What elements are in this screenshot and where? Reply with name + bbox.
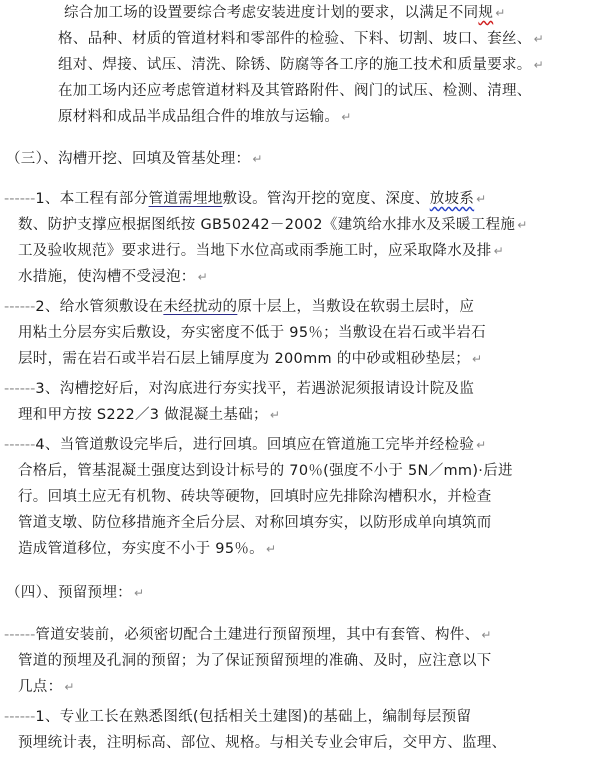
paragraph-1-line-4: [0, 78, 590, 104]
text-run: 组对、焊接、试压、清洗、除锈、防腐等各工序的施工技术和质量要求。: [58, 57, 532, 73]
indent-marker: ------: [4, 437, 36, 453]
indent-marker: ------: [4, 299, 36, 315]
paragraph-1-line-1: [0, 0, 590, 26]
text-run: 4、当管道敷设完毕后，进行回填。回填应在管道施工完毕并经检验: [35, 437, 475, 453]
paragraph-2-line-3: [0, 238, 590, 264]
paragraph-mark-icon: ↵: [133, 586, 145, 600]
paragraph-4-line-1: [0, 376, 590, 402]
section-heading-4: [0, 580, 590, 606]
indent-marker: ------: [4, 627, 36, 643]
text-run: 行。回填土应无有机物、砖块等硬物，回填时应先排除沟槽积水，并检查: [18, 489, 492, 505]
paragraph-mark-icon: ↵: [64, 680, 75, 694]
paragraph-mark-icon: ↵: [472, 352, 483, 366]
paragraph-1-line-5: [0, 104, 590, 130]
paragraph-mark-icon: ↵: [197, 270, 208, 284]
text-run: 造成管道移位，夯实度不小于 95％。: [18, 541, 264, 557]
text-run-flagged: 放坡系: [429, 191, 475, 207]
text-run: 理和甲方按 S222／3 做混凝土基础；: [18, 407, 268, 423]
text-run: 格、品种、材质的管道材料和零部件的检验、下料、切割、坡口、套丝、: [58, 31, 532, 47]
text-run: 工及验收规范》要求进行。当地下水位高或雨季施工时，应采取降水及排: [18, 243, 492, 259]
paragraph-5-line-4: [0, 510, 590, 536]
text-run: 原十层上，当敷设在软弱土层时，应: [237, 299, 475, 315]
text-run: 管道安装前，必须密切配合土建进行预留预埋，其中有套管、构件、: [35, 627, 480, 643]
text-run: 数、防护支撑应根据图纸按 GB50242－2002《建筑给水排水及采暖工程施: [18, 217, 516, 233]
paragraph-2-line-2: [0, 212, 590, 238]
paragraph-mark-icon: ↵: [517, 218, 528, 232]
text-run: 综合加工场的设置要综合考虑安装进度计划的要求，以满足不同: [64, 5, 479, 21]
section-heading-3: [0, 146, 590, 172]
paragraph-mark-icon: ↵: [476, 192, 487, 206]
text-run: 层时，需在岩石或半岩石层上铺厚度为 200mm 的中砂或粗砂垫层；: [18, 351, 471, 367]
paragraph-5-line-1: [0, 432, 590, 458]
paragraph-7-line-2: [0, 730, 590, 756]
paragraph-1-line-2: [0, 26, 590, 52]
paragraph-5-line-5: [0, 536, 590, 562]
indent-marker: ------: [4, 381, 36, 397]
paragraph-6-line-2: [0, 648, 590, 674]
text-run: 预埋统计表，注明标高、部位、规格。与相关专业会审后，交甲方、监理、: [18, 735, 507, 751]
paragraph-mark-icon: ↵: [341, 110, 352, 124]
text-run: 3、沟槽挖好后，对沟底进行夯实找平，若遇淤泥须报请设计院及监: [35, 381, 475, 397]
paragraph-3-line-2: [0, 320, 590, 346]
paragraph-mark-icon: ↵: [481, 628, 492, 642]
heading-text: （三）、沟槽开挖、回填及管基处理：: [6, 151, 251, 167]
paragraph-5-line-2: [0, 458, 590, 484]
text-run: 管道的预埋及孔洞的预留；为了保证预留预埋的准确、及时，应注意以下: [18, 653, 492, 669]
paragraph-5-line-3: [0, 484, 590, 510]
text-run-flagged: 规: [478, 5, 494, 21]
text-run: 1、本工程有部分: [35, 191, 149, 207]
paragraph-mark-icon: ↵: [476, 438, 487, 452]
paragraph-6-line-1: [0, 622, 590, 648]
paragraph-2-line-1: [0, 186, 590, 212]
text-run: 原材料和成品半成品组合件的堆放与运输。: [58, 109, 340, 125]
paragraph-1-line-3: [0, 52, 590, 78]
text-run: 管道支墩、防位移措施齐全后分层、对称回填夯实，以防形成单向填筑而: [18, 515, 492, 531]
text-run: 几点：: [18, 679, 63, 695]
paragraph-mark-icon: ↵: [495, 6, 506, 20]
paragraph-mark-icon: ↵: [269, 408, 281, 422]
text-run: 用粘土分层夯实后敷设，夯实密度不低于 95％；当敷设在岩石或半岩石: [18, 325, 486, 341]
text-run-underlined: 未经扰动的: [163, 299, 238, 315]
text-run: 敷设。管沟开挖的宽度、深度、: [222, 191, 430, 207]
text-run: 2、给水管须敷设在: [35, 299, 164, 315]
paragraph-mark-icon: ↵: [533, 32, 544, 46]
paragraph-7-line-1: [0, 704, 590, 730]
paragraph-6-line-3: [0, 674, 590, 700]
text-run-underlined: 管道需埋地: [148, 191, 223, 207]
heading-text: （四）、预留预埋：: [6, 585, 132, 601]
text-run: 水措施，使沟槽不受浸泡：: [18, 269, 196, 285]
text-run: 合格后，管基混凝土强度达到设计标号的 70％(强度不小于 5N／mm)·后进: [18, 463, 513, 479]
paragraph-mark-icon: ↵: [265, 542, 277, 556]
text-run: 在加工场内还应考虑管道材料及其管路附件、阀门的试压、检测、清理、: [58, 83, 532, 99]
paragraph-2-line-4: [0, 264, 590, 290]
paragraph-3-line-1: [0, 294, 590, 320]
text-run: 1、专业工长在熟悉图纸(包括相关土建图)的基础上，编制每层预留: [35, 709, 472, 725]
paragraph-mark-icon: ↵: [533, 58, 544, 72]
paragraph-3-line-3: [0, 346, 590, 372]
indent-marker: ------: [4, 709, 36, 725]
paragraph-4-line-2: [0, 402, 590, 428]
indent-marker: ------: [4, 191, 36, 207]
paragraph-mark-icon: ↵: [252, 152, 263, 166]
paragraph-mark-icon: ↵: [493, 244, 504, 258]
